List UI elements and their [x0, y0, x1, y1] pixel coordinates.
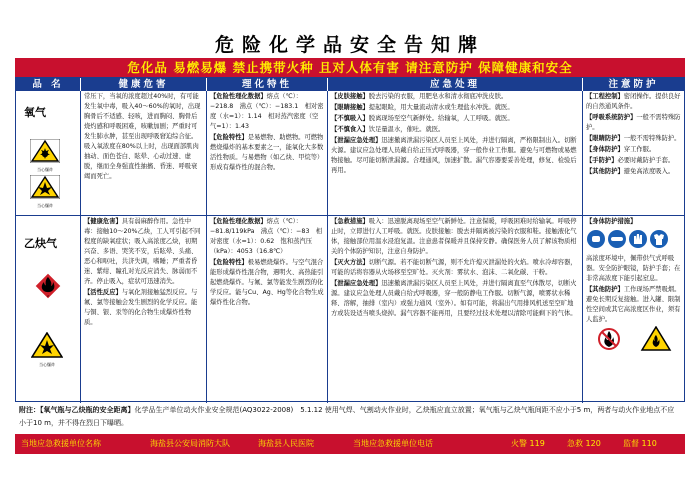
text: 切断气源。若不能切断气源，则不允许熄灭泄漏处的火焰。喷水冷却容器，可能的话将容器从火场移至空旷处。灭火剂：雾状水、泡沫、二氧化碳、干粉。 [331, 259, 577, 276]
note [15, 403, 685, 432]
text: 饮足量温水，催吐。就医。 [368, 126, 445, 133]
text: 必要时戴防护手套。 [617, 157, 675, 164]
text: 脱去污染的衣服，用肥皂水和清水彻底冲洗皮肤。 [368, 93, 508, 100]
warning-banner: 危化品 易燃易爆 禁止携带火种 且对人体有害 请注意防护 保障健康和安全 [15, 58, 685, 77]
footer-bar [15, 434, 685, 454]
label: 【活性反应】 [84, 289, 122, 296]
text: 迅速撤离泄漏污染区人员至上风处，并进行隔离，严格限制出入。切断火源。建议应急处理人员戴自给正压式呼吸器，穿一般作业工作服。避免与可燃物或易燃物接触。尽可能切断泄漏源。合理通风，加速扩散。漏气容器要妥善处理，修复、检验后再用。 [331, 137, 577, 174]
oxygen-health-text: 常压下，当氧的浓度超过40%时，有可能发生氧中毒，吸入40～60%的氧时，出现胸骨后不适感、轻咳，进而胸闷、胸骨后烧灼感和呼吸困难，咳嗽加剧；严重时可发生肺水肿，甚至出现呼吸窘迫综合征。吸入氧浓度在80%以上时，出现面部肌肉抽动、面色苍白、眩晕、心动过速、虚脱，继而全身强直性抽搐、昏迷、呼吸衰竭而死亡。 [84, 93, 201, 180]
acetylene-protection-cell [583, 216, 684, 403]
header-health: 健康危害 [81, 78, 206, 91]
oxygen-sign2-caption: 当心爆炸 [37, 203, 53, 208]
label: 【泄漏应急处理】 [331, 137, 382, 144]
oxygen-name: 氧气 [24, 106, 46, 119]
oxygen-protection-cell [583, 91, 684, 216]
flammable-gas-icon [34, 272, 62, 300]
label: 【健康危害】 [84, 218, 122, 225]
header-emergency: 应急处理 [328, 78, 582, 91]
footer-unit1: 海盐县公安局消防大队 [150, 439, 230, 448]
page-title: 危险化学品安全告知牌 [214, 34, 485, 56]
header-physical: 理化特性 [207, 78, 327, 91]
text: 提起眼睑，用大量流动清水或生理盐水冲洗。就医。 [368, 104, 514, 111]
header-protection: 注意防护 [583, 78, 684, 91]
acetylene-emergency-cell [328, 216, 583, 403]
text: 具有弱麻醉作用。急性中毒：接触10～20%乙炔，工人可引起不同程度的缺氧症状；吸入高浓度乙炔，初期兴奋、多语、哭笑不安，后眩晕、头痛、恶心和呕吐，共济失调，嗜睡；严重者昏迷、紫绀、瞳孔对光反应消失、脉弱而不齐。停止吸入，症状可迅速消失。 [84, 218, 201, 285]
label: 【呼吸系统防护】 [586, 114, 637, 121]
prohibition-and-hazard-icons [586, 326, 680, 352]
note-text: 化学品生产单位动火作业安全规范(AQ3022-2008) 5.1.12 使用气焊、气割动火作业时，乙炔瓶应直立放置；氧气瓶与乙炔气瓶间距不应小于5 m，两者与动火作业地点不应小于10 m，并不得在烈日下曝晒。 [19, 406, 675, 427]
oxygen-emergency-cell [328, 91, 583, 216]
label: 【危险性理化数据】 [210, 93, 267, 100]
text: 是易燃物、助燃物。可燃物燃烧爆炸的基本要素之一，能氧化大多数活性物质。与易燃物（如乙炔、甲烷等）形成有爆炸性的混合物。 [210, 134, 324, 171]
text: 工作现场严禁吸烟。避免长期反复接触。进入罐、限制性空间或其它高浓度区作业，须有人监护。 [586, 286, 681, 323]
text: 极易燃烧爆炸。与空气混合能形成爆炸性混合物，遇明火、高热能引起燃烧爆炸。与氟、氯等能发生剧烈的化学反应。能与Cu、Ag、Hg等化合物生成爆炸性化合物。 [210, 259, 324, 306]
oxygen-sign1-caption: 当心爆炸 [37, 167, 53, 172]
label: 【其他防护】 [586, 168, 624, 175]
label: 【其他防护】 [586, 286, 624, 293]
explosion-warning-icon [30, 139, 60, 163]
label: 【急救措施】 [331, 218, 369, 225]
ppe-icons [586, 228, 680, 250]
text: 避免高浓度吸入。 [623, 168, 675, 175]
text: 密闭操作。提供良好的自然通风条件。 [586, 93, 681, 110]
acetylene-sign-caption: 当心爆炸 [39, 362, 55, 367]
acetylene-physical-cell [207, 216, 328, 403]
text: 熔点（℃）：−218.8 沸点（℃）：−183.1 相对密度（水=1）：1.14 相对蒸汽密度（空气=1）：1.43 [210, 93, 324, 130]
flammable-gas-sign [34, 272, 62, 304]
explosion-warning-sign-2 [30, 175, 60, 208]
acetylene-name-cell [16, 216, 81, 403]
explosion-warning-sign-3 [31, 332, 63, 367]
label: 【皮肤接触】 [331, 93, 369, 100]
label: 【眼睛防护】 [586, 135, 624, 142]
footer-ambulance: 急救 120 [567, 439, 601, 448]
text: 迅速撤离泄漏污染区人员至上风处，并进行隔离直至气体散尽，切断火源。建议应急处理人员戴自给式呼吸器，穿一般防静电工作服。切断气源，喷雾状水稀释、溶解，抽排（室内）或强力通风（室外）。如有可能，将漏出气用排风机送至空旷地方或装设适当喷头烧掉。漏气容器不能再用，且要经过技术处理以清除可能剩下的气体。 [331, 280, 577, 317]
info-board [15, 77, 685, 402]
text: 穿工作服。 [623, 146, 656, 153]
no-fire-icon [596, 327, 622, 351]
footer-police: 监督 110 [623, 439, 657, 448]
footer-unit2: 海盐县人民医院 [258, 439, 314, 448]
oxygen-name-cell [16, 91, 81, 216]
flammable-warning-icon [642, 327, 670, 350]
text: 吸入：迅速脱离现场至空气新鲜处。注意保暖，呼吸困难时给输氧。呼吸停止时，立即进行人工呼吸。就医。皮肤接触：脱去并隔离被污染的衣服和鞋。接触液化气体，接触部位用温水浸泡复温。注意患者保暖并且保持安静。确保医务人员了解该物质相关的个体防护知识，注意自身防护。 [331, 218, 577, 255]
text: 与氧化剂接触猛烈反应。与氟、氯等接触会发生剧烈的化学反应。能与铜、银、汞等的化合物生成爆炸性物质。 [84, 289, 198, 326]
label: 【泄漏应急处理】 [331, 280, 382, 287]
text: 脱离现场至空气新鲜处。给输氧，人工呼吸。就医。 [368, 115, 514, 122]
explosion-warning-sign [30, 139, 60, 172]
text: 高浓度环境中，佩带供气式呼吸器。安全防护眼镜，防护手套；在非常高浓度下能引起窒息。 [586, 255, 681, 282]
label: 【不慎食入】 [331, 126, 369, 133]
footer-fire: 火警 119 [511, 439, 545, 448]
explosion-warning-icon [31, 332, 63, 358]
label: 【危险特性】 [210, 134, 248, 141]
explosion-warning-icon [30, 175, 60, 199]
label: 【眼睛接触】 [331, 104, 369, 111]
label: 【灭火方法】 [331, 259, 369, 266]
label: 【身体防护】 [586, 146, 624, 153]
label: 【危险特性】 [210, 259, 248, 266]
note-label: 附注：【氧气瓶与乙炔瓶的安全距离】 [19, 406, 135, 414]
footer-phone-label: 当地应急救援单位电话 [353, 439, 433, 448]
oxygen-health-cell [81, 91, 207, 216]
acetylene-health-cell [81, 216, 207, 403]
footer-unit-label: 当地应急救援单位名称 [21, 439, 101, 448]
text: 一般不需特殊防护。 [586, 114, 681, 131]
label: 【手防护】 [586, 157, 618, 164]
label: 【工程控制】 [586, 93, 624, 100]
acetylene-name: 乙炔气 [24, 237, 57, 250]
svg-text:2: 2 [47, 294, 49, 298]
text: 一般不需特殊防护。 [623, 135, 681, 142]
label: 【身体防护措施】 [586, 218, 637, 225]
header-name: 品 名 [16, 78, 80, 91]
label: 【危险性理化数据】 [210, 218, 267, 225]
oxygen-physical-cell [207, 91, 328, 216]
text: 熔点（℃）：−81.8/119kPa 沸点（℃）：−83 相对密度（水=1）：0.62 饱和蒸汽压（kPa）：4053（16.8℃） [210, 218, 323, 255]
label: 【不慎吸入】 [331, 115, 369, 122]
